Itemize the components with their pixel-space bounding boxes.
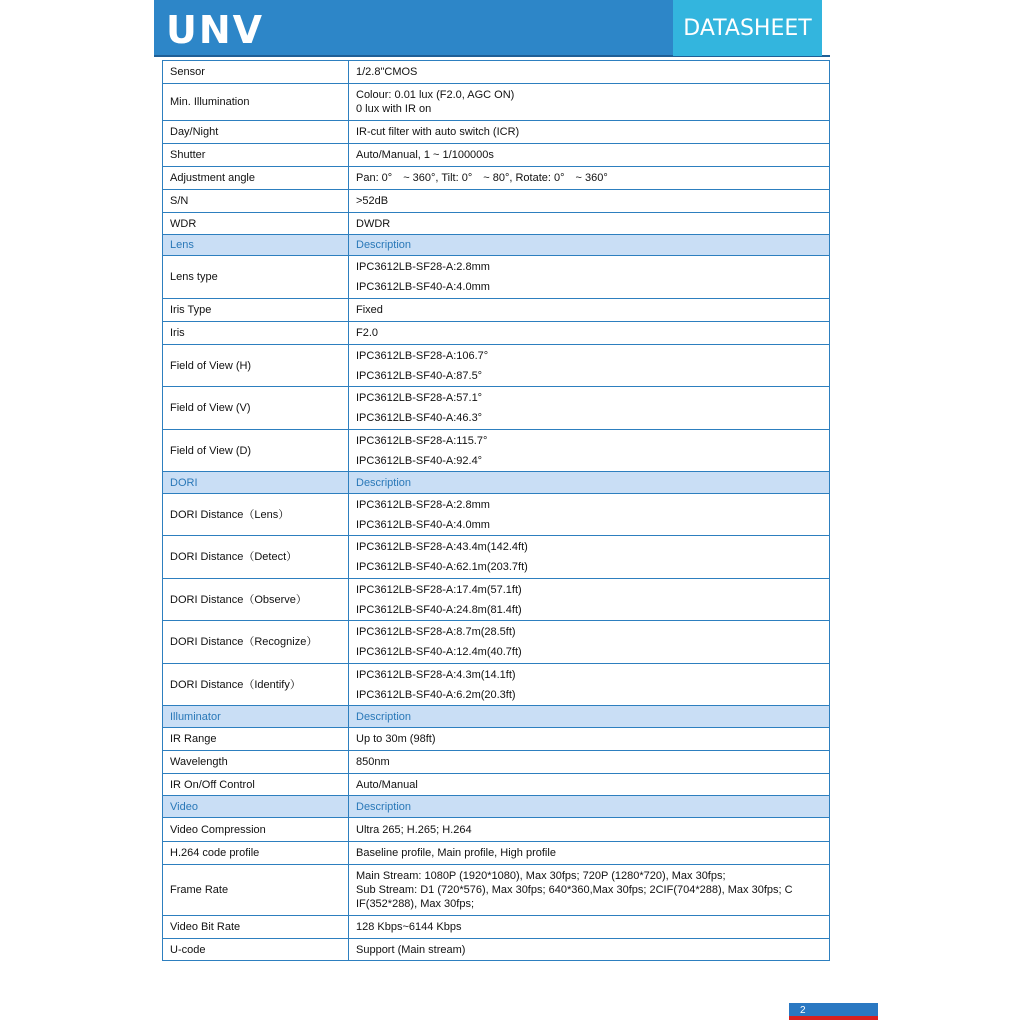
spec-table [162,60,830,961]
spec-value: Auto/Manual, 1 ~ 1/100000s [349,144,830,167]
section-header-video [163,796,830,818]
section-title: DORI [163,472,349,494]
spec-key: Field of View (D) [163,430,349,472]
spec-value: IR-cut filter with auto switch (ICR) [349,121,830,144]
table-row [163,256,830,299]
spec-key: Frame Rate [163,865,349,916]
spec-key: DORI Distance（Recognize） [163,621,349,664]
table-row [163,621,830,664]
spec-key: Lens type [163,256,349,299]
spec-key: WDR [163,213,349,235]
page-number: 2 [789,1003,878,1020]
table-row [163,213,830,235]
section-description: Description [349,796,830,818]
spec-key: S/N [163,190,349,213]
section-header-illuminator [163,706,830,728]
spec-value: 850nm [349,751,830,774]
section-title: Illuminator [163,706,349,728]
table-row [163,751,830,774]
spec-key: Iris Type [163,299,349,322]
spec-key: Field of View (V) [163,387,349,430]
table-row [163,167,830,190]
spec-value: IPC3612LB-SF28-A:8.7m(28.5ft) IPC3612LB-SF40-A:12.4m(40.7ft) [349,621,830,664]
table-row [163,842,830,865]
spec-value: Ultra 265; H.265; H.264 [349,818,830,842]
spec-value: >52dB [349,190,830,213]
spec-key: DORI Distance（Lens） [163,494,349,536]
table-row [163,144,830,167]
table-row [163,121,830,144]
spec-key: H.264 code profile [163,842,349,865]
spec-key: Field of View (H) [163,345,349,387]
spec-key: U-code [163,939,349,961]
datasheet-badge [673,0,822,56]
brand-logo: UNV [166,8,265,52]
spec-value: DWDR [349,213,830,235]
spec-value: Pan: 0° ~ 360°, Tilt: 0° ~ 80°, Rotate: 0° ~ 360° [349,167,830,190]
spec-key: Min. Illumination [163,84,349,121]
spec-key: Adjustment angle [163,167,349,190]
table-row [163,916,830,939]
table-row [163,774,830,796]
spec-key: Video Bit Rate [163,916,349,939]
spec-key: Video Compression [163,818,349,842]
spec-value: Up to 30m (98ft) [349,728,830,751]
spec-value: Baseline profile, Main profile, High profile [349,842,830,865]
spec-value: IPC3612LB-SF28-A:17.4m(57.1ft) IPC3612LB-SF40-A:24.8m(81.4ft) [349,579,830,621]
table-row [163,84,830,121]
spec-key: Day/Night [163,121,349,144]
spec-value: IPC3612LB-SF28-A:2.8mm IPC3612LB-SF40-A:4.0mm [349,256,830,299]
spec-key: DORI Distance（Detect） [163,536,349,579]
table-row [163,345,830,387]
spec-value: Main Stream: 1080P (1920*1080), Max 30fps; 720P (1280*720), Max 30fps; Sub Stream: D1 (720*576), Max 30fps; 640*360,Max 30fps; 2CIF(704*288), Max 30fps; C IF(352*288), Max 30fps; [349,865,830,916]
section-description: Description [349,235,830,256]
spec-key: Iris [163,322,349,345]
table-row [163,190,830,213]
spec-value: F2.0 [349,322,830,345]
spec-value: IPC3612LB-SF28-A:2.8mm IPC3612LB-SF40-A:4.0mm [349,494,830,536]
spec-key: Wavelength [163,751,349,774]
table-row [163,299,830,322]
spec-key: DORI Distance（Identify） [163,664,349,706]
section-header-lens [163,235,830,256]
table-row [163,430,830,472]
spec-value: 128 Kbps~6144 Kbps [349,916,830,939]
table-row [163,387,830,430]
table-row [163,664,830,706]
table-row [163,818,830,842]
table-row [163,865,830,916]
spec-key: IR Range [163,728,349,751]
table-row [163,322,830,345]
table-row [163,536,830,579]
section-header-dori [163,472,830,494]
datasheet-title: DATASHEET [683,15,812,41]
spec-value: Auto/Manual [349,774,830,796]
table-row [163,494,830,536]
section-description: Description [349,706,830,728]
spec-key: DORI Distance（Observe） [163,579,349,621]
spec-value: IPC3612LB-SF28-A:115.7° IPC3612LB-SF40-A:92.4° [349,430,830,472]
spec-value: Colour: 0.01 lux (F2.0, AGC ON) 0 lux with IR on [349,84,830,121]
spec-key: Shutter [163,144,349,167]
spec-value: IPC3612LB-SF28-A:106.7° IPC3612LB-SF40-A:87.5° [349,345,830,387]
spec-key: Sensor [163,61,349,84]
spec-value: Fixed [349,299,830,322]
spec-value: IPC3612LB-SF28-A:43.4m(142.4ft) IPC3612LB-SF40-A:62.1m(203.7ft) [349,536,830,579]
spec-value: 1/2.8"CMOS [349,61,830,84]
spec-value: IPC3612LB-SF28-A:57.1° IPC3612LB-SF40-A:46.3° [349,387,830,430]
table-row [163,939,830,961]
spec-value: Support (Main stream) [349,939,830,961]
section-title: Video [163,796,349,818]
spec-key: IR On/Off Control [163,774,349,796]
table-row [163,728,830,751]
spec-value: IPC3612LB-SF28-A:4.3m(14.1ft) IPC3612LB-SF40-A:6.2m(20.3ft) [349,664,830,706]
table-row [163,579,830,621]
section-description: Description [349,472,830,494]
table-row [163,61,830,84]
section-title: Lens [163,235,349,256]
